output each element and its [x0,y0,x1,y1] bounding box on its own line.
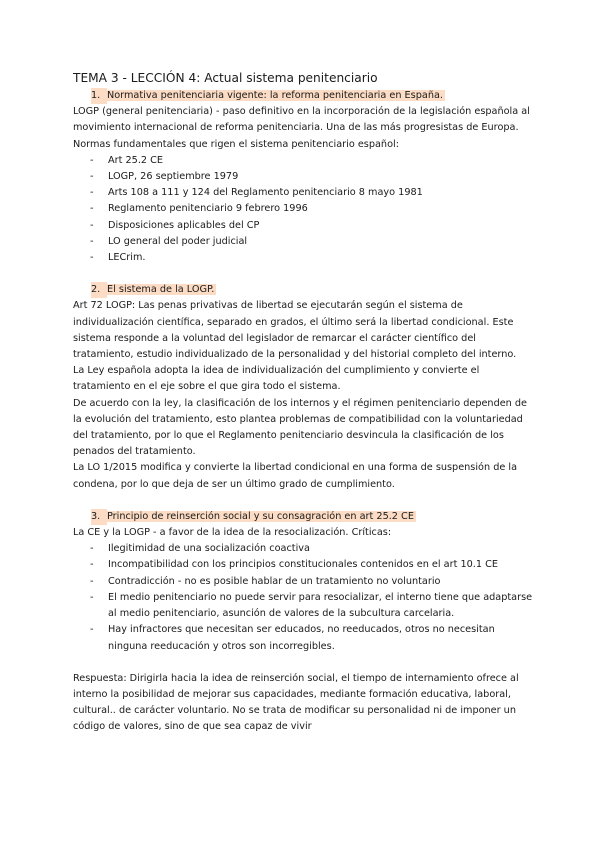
section-2-paragraph: De acuerdo con la ley, la clasificación de los internos y el régimen penitenciario dependen de la evolución del tratamiento, esto plantea problemas de compatibilidad con la voluntariedad del tratamiento, por lo que el Reglamento penitenciario desvincula la clasificación de los penados del tratamiento. [73,397,528,458]
list-item: - Hay infractores que necesitan ser educados, no reeducados, otros no necesitan ninguna reeducación y otros son incorregibles. [90,624,495,652]
section-title-2: El sistema de la LOGP. [107,284,215,296]
list-item: - LECrim. [90,252,146,264]
section-3-answer: Respuesta: Dirigirla hacia la idea de reinserción social, el tiempo de internamiento ofrece al interno la posibilidad de mejorar sus capacidades, mediante formación educativa, laboral, cultural.. de carácter voluntario. No se trata de modificar su personalidad ni de imponer un código de valores, sino de que sea capaz de vivir [73,672,519,733]
list-item: - Art 25.2 CE [90,154,164,166]
section-3-list [73,541,533,654]
list-item: - Disposiciones aplicables del CP [90,219,260,231]
section-heading-3 [73,509,533,525]
list-item: - Contradicción - no es posible hablar de un tratamiento no voluntario [90,575,441,587]
list-item: - Arts 108 a 111 y 124 del Reglamento penitenciario 8 mayo 1981 [90,187,423,199]
section-2-paragraph: La LO 1/2015 modifica y convierte la libertad condicional en una forma de suspensión de la condena, por lo que deja de ser un último grado de cumplimiento. [73,462,518,490]
section-number-1: 1. [91,88,107,104]
section-1-list-intro: Normas fundamentales que rigen el sistema penitenciario español: [73,138,399,150]
section-3-list-intro: La CE y la LOGP - a favor de la idea de la resocialización. Críticas: [73,527,392,539]
list-item: - El medio penitenciario no puede servir para resocializar, el interno tiene que adaptarse al medio penitenciario, asunción de valores de la subcultura carcelaria. [90,591,533,620]
spacer [73,655,533,671]
section-title-1: Normativa penitenciaria vigente: la reforma penitenciaria en España. [107,90,443,101]
list-item: - LOGP, 26 septiembre 1979 [90,171,239,183]
section-2-paragraph: Art 72 LOGP: Las penas privativas de libertad se ejecutarán según el sistema de individualización científica, separado en grados, el último será la libertad condicional. Este sistema responde a la voluntad del legislador de remarcar el carácter científico del tratamiento, estudio individualizado de la personalidad y del historial completo del interno. [73,300,517,361]
section-heading-2 [73,282,533,298]
list-item: - Incompatibilidad con los principios constitucionales contenidos en el art 10.1 CE [90,559,498,571]
section-1-intro: LOGP (general penitenciaria) - paso definitivo en la incorporación de la legislación española al movimiento internacional de reforma penitenciaria. Una de las más progresistas de Europa. [73,106,530,134]
section-title-3: Principio de reinserción social y su consagración en art 25.2 CE [107,510,414,522]
document-title: TEMA 3 - LECCIÓN 4: Actual sistema penitenciario [73,71,378,85]
spacer [73,266,533,282]
section-number-2: 2. [91,282,107,298]
section-1-list [73,153,533,266]
section-2-paragraph: La Ley española adopta la idea de individualización del cumplimiento y convierte el tratamiento en el eje sobre el que gira todo el sistema. [73,365,480,393]
list-item: - Reglamento penitenciario 9 febrero 1996 [90,203,308,215]
list-item: - LO general del poder judicial [90,235,248,247]
section-heading-1 [73,88,533,104]
list-item: - Ilegitimidad de una socialización coactiva [90,543,310,555]
spacer [73,493,533,509]
document-page [73,68,533,736]
section-number-3: 3. [91,509,107,525]
